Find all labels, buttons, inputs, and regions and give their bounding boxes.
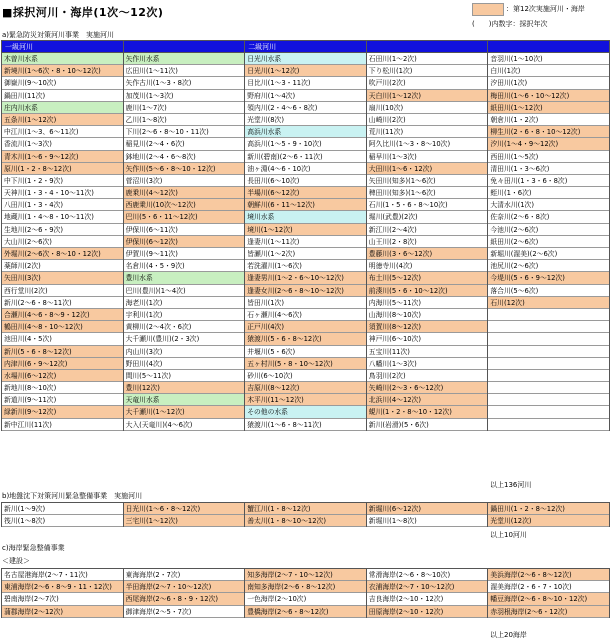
river-entry: 新川(碧南)(2～6・11次) [245, 151, 366, 163]
river-entry: 天白川(1～12次) [367, 90, 488, 102]
river-entry: 乙川(1～8次) [124, 114, 245, 126]
river-entry: 鹿川(1～7次) [124, 102, 245, 114]
river-entry: 山海川(8～10次) [367, 309, 488, 321]
river-entry: 蟹江川(1・8～12次) [245, 503, 366, 515]
river-entry: 新川(1～9次) [2, 503, 123, 515]
section-b-summary: 以上10河川 [490, 531, 527, 539]
river-system-header: 境川水系 [245, 211, 366, 223]
river-entry: 御津海岸(2～5・7次) [124, 606, 245, 618]
table-column [124, 41, 246, 431]
river-entry: 佐奈川(2～6・8次) [488, 211, 609, 223]
river-entry: 原川(1・2・8～12次) [2, 163, 123, 175]
river-entry: 若洗濯川(1～6次) [245, 260, 366, 272]
river-entry: 布土川(5～12次) [367, 272, 488, 284]
river-entry: 生地川(2～6・9次) [2, 224, 123, 236]
river-entry: 五条川(1～12次) [2, 114, 123, 126]
river-system-header: 木曽川水系 [2, 53, 123, 65]
river-entry: 音羽川(1～10次) [488, 53, 609, 65]
empty-cell [488, 382, 609, 394]
river-entry: 半場川(6～12次) [245, 187, 366, 199]
river-entry: 柳生川(2・6・8・10～12次) [488, 126, 609, 138]
river-entry: 鳥羽川(2次) [367, 370, 488, 382]
river-entry: 間川(5～11次) [124, 370, 245, 382]
river-entry: 地蔵川(1・4～8・10～11次) [2, 211, 123, 223]
river-entry: 皆田川(1次) [245, 297, 366, 309]
river-entry: 伊賀川(9～11次) [124, 248, 245, 260]
table-column [245, 41, 367, 431]
table-column [2, 41, 124, 431]
river-entry: 緑新川(9～12次) [2, 406, 123, 418]
river-entry: 北浜川(4～12次) [367, 394, 488, 406]
river-entry: 汐川(1～4・9～12次) [488, 138, 609, 150]
section-b-table [1, 502, 610, 527]
river-entry: 善太川(1・8～10～12次) [245, 515, 366, 527]
river-entry: 池田川(4・5次) [2, 333, 123, 345]
river-entry: 香流川(1～3次) [2, 138, 123, 150]
river-entry: 逢妻女川(2～6・8～10～12次) [245, 285, 366, 297]
river-entry: 大田川(1～6・12次) [367, 163, 488, 175]
river-entry: 木平川(11～12次) [245, 394, 366, 406]
river-entry: 前湊川(5・6・10～12次) [367, 285, 488, 297]
section-c-subtitle: ＜建設＞ [2, 557, 30, 565]
river-entry: 西行堂川(2次) [2, 285, 123, 297]
river-entry: 長田川(6～10次) [245, 175, 366, 187]
table-column [488, 503, 610, 527]
table-column [367, 41, 489, 431]
river-entry: 領内川(2・4～6・8次) [245, 102, 366, 114]
river-entry: 豊藤川(3・6～12次) [367, 248, 488, 260]
river-system-header: 天竜川水系 [124, 394, 245, 406]
river-entry: 石川(12次) [488, 297, 609, 309]
river-entry: 巴川(豊川)(1～4次) [124, 285, 245, 297]
river-entry: 蛭川(1・6次) [488, 187, 609, 199]
river-entry: 新中江川(11次) [2, 419, 123, 431]
river-entry: 中江川(1～3、6～11次) [2, 126, 123, 138]
section-c-title: c)海岸緊急整備事業 [2, 544, 65, 552]
river-entry: 落合川(5～6次) [488, 285, 609, 297]
class1-river-bar: 一級河川 [2, 41, 123, 53]
legend-swatch [472, 3, 504, 16]
river-entry: 三宅川(1～12次) [124, 515, 245, 527]
river-entry: 新川(岩滑)(5・6次) [367, 419, 488, 431]
river-entry: 薬師川(2次) [2, 260, 123, 272]
river-entry: 名倉川(4・5・9次) [124, 260, 245, 272]
river-entry: 正戸川(4次) [245, 321, 366, 333]
river-entry: 新川(2～6・8～11次) [2, 297, 123, 309]
river-entry: 今堤川(5・6・9～12次) [488, 272, 609, 284]
river-entry: 下川(2～6・8～10・11次) [124, 126, 245, 138]
river-entry: 逢妻男川(1～2・6～10～12次) [245, 272, 366, 284]
river-entry: 日光川(1～6・8～12次) [124, 503, 245, 515]
river-entry: 清田川(1・3～6次) [488, 163, 609, 175]
river-entry: 朝倉川(1・2次) [488, 114, 609, 126]
river-entry: 中下川(1・2・9次) [2, 175, 123, 187]
river-entry: 青木川(1～6・9～12次) [2, 151, 123, 163]
river-entry: 合瀬川(4～6・8～9・12次) [2, 309, 123, 321]
empty-cell [488, 419, 609, 431]
river-entry: 油ヶ淵(4～6・10次) [245, 163, 366, 175]
river-entry: 大千瀬川(1～12次) [124, 406, 245, 418]
river-entry: 常滑海岸(2～6・8～10次) [367, 569, 488, 581]
table-column [2, 503, 124, 527]
river-entry: 半田海岸(2～7・10～12次) [124, 581, 245, 593]
river-system-header: 庄内川水系 [2, 102, 123, 114]
river-entry: 池尻川(2～6次) [488, 260, 609, 272]
table-column [367, 569, 489, 618]
river-entry: 幡豆海岸(2～6・8～10・12次) [488, 593, 609, 605]
empty-cell [488, 321, 609, 333]
river-entry: 日光川(1～12次) [245, 65, 366, 77]
river-entry: 豊川(12次) [124, 382, 245, 394]
river-entry: 矢作川(5～6・8～10・12次) [124, 163, 245, 175]
river-entry: 石川(1・5・6・8～10次) [367, 199, 488, 211]
river-entry: 新川(5・6・8～12次) [2, 346, 123, 358]
river-entry: 知多海岸(2～7・10～12次) [245, 569, 366, 581]
river-entry: 南知多海岸(2～6・8～12次) [245, 581, 366, 593]
empty-cell [488, 309, 609, 321]
river-entry: 紙田川(2～6次) [488, 236, 609, 248]
river-entry: 伊保川(6～12次) [124, 236, 245, 248]
river-entry: 石田川(1～2次) [367, 53, 488, 65]
river-entry: 梅田川(1～6・10～12次) [488, 90, 609, 102]
river-entry: 海老川(1次) [124, 297, 245, 309]
river-entry: 朝鮮川(6・11～12次) [245, 199, 366, 211]
empty-cell [488, 406, 609, 418]
legend-label: ：第12次実施河川・海岸 [506, 5, 585, 13]
river-entry: 名古屋港海岸(2～7・11次) [2, 569, 123, 581]
river-entry: 吉良海岸(2～10・12次) [367, 593, 488, 605]
river-entry: 広田川(1～11次) [124, 65, 245, 77]
river-system-header: 豊川水系 [124, 272, 245, 284]
river-entry: 猿渡川(1～6・8～11次) [245, 419, 366, 431]
river-entry: 光堂川(8次) [245, 114, 366, 126]
river-entry: 明徳寺川(4次) [367, 260, 488, 272]
river-entry: 扇川(10次) [367, 102, 488, 114]
river-entry: 新堀川(渥美)(2～6次) [488, 248, 609, 260]
river-entry: 新堀川(6～12次) [367, 503, 488, 515]
river-entry: 赤羽根海岸(2～6・12次) [488, 606, 609, 618]
river-entry: 鉢地川(2～4・6～8次) [124, 151, 245, 163]
river-entry: 八幡川(1～3次) [367, 358, 488, 370]
river-entry: 大入(天竜川)(4～6次) [124, 419, 245, 431]
river-entry: 皆瀬川(1～2次) [245, 248, 366, 260]
empty-cell [488, 346, 609, 358]
river-entry: 鹿乗川(4～12次) [124, 187, 245, 199]
river-entry: 今池川(2～6次) [488, 224, 609, 236]
page-title: ■採択河川・海岸(1次～12次) [2, 6, 164, 19]
river-entry: 水場川(6～12次) [2, 370, 123, 382]
river-entry: 光堂川(12次) [488, 515, 609, 527]
river-entry: 五ヶ村川(5・8・10～12次) [245, 358, 366, 370]
empty-cell [488, 333, 609, 345]
river-entry: 西鹿乗川(10次～12次) [124, 199, 245, 211]
river-entry: 新地川(8～10次) [2, 382, 123, 394]
river-entry: 荒川(11次) [367, 126, 488, 138]
river-entry: 内津川(6・9～12次) [2, 358, 123, 370]
section-a-summary: 以上136河川 [490, 481, 532, 489]
river-entry: 西田川(1～5次) [488, 151, 609, 163]
river-entry: 稗田川(知多)(1～6次) [367, 187, 488, 199]
river-entry: 石ヶ瀬川(4～6次) [245, 309, 366, 321]
river-entry: 目比川(1～3・11次) [245, 77, 366, 89]
table-column [124, 503, 246, 527]
river-entry: 山王川(2・8次) [367, 236, 488, 248]
river-entry: 鍋田川(1・2・8～12次) [488, 503, 609, 515]
table-column [488, 41, 610, 431]
river-entry: 下り松川(1次) [367, 65, 488, 77]
table-column [245, 569, 367, 618]
river-entry: 猿渡川(5・6・8～12次) [245, 333, 366, 345]
river-entry: 美浜海岸(2～6・8～12次) [488, 569, 609, 581]
river-entry: 白川(1次) [488, 65, 609, 77]
table-column [488, 569, 610, 618]
river-entry: 稲早川(1～3次) [367, 151, 488, 163]
river-entry: 新堀川(1～8次) [367, 515, 488, 527]
river-entry: 須賀川(8～12次) [367, 321, 488, 333]
river-entry: 矢田川(3次) [2, 272, 123, 284]
river-entry: 八田川(1・3・4次) [2, 199, 123, 211]
river-entry: 豊橋海岸(2～6・8～12次) [245, 606, 366, 618]
river-entry: 新道川(9～11次) [2, 394, 123, 406]
section-b-title: b)地盤沈下対策河川緊急整備事業 実施河川 [2, 492, 143, 500]
river-entry: 吹戸川(2次) [367, 77, 488, 89]
river-entry: 汐田川(1次) [488, 77, 609, 89]
empty-cell [488, 370, 609, 382]
table-column [367, 503, 489, 527]
river-entry: 新江川(2～4次) [367, 224, 488, 236]
river-entry: 阿久比川(1～3・8～10次) [367, 138, 488, 150]
river-entry: 巴川(5・6・11～12次) [124, 211, 245, 223]
river-system-header: 高浜川水系 [245, 126, 366, 138]
river-entry: 東浦海岸(2～6・8～9・11・12次) [2, 581, 123, 593]
river-entry: 加茂川(1～3次) [124, 90, 245, 102]
river-entry: 渥美海岸(2・6・7・10次) [488, 581, 609, 593]
river-entry: 五宝川(11次) [367, 346, 488, 358]
river-system-header: 日光川水系 [245, 53, 366, 65]
river-entry: 堀川(武豊)(2次) [367, 211, 488, 223]
table-column [2, 569, 124, 618]
river-entry: 蜆川(1・2・8～10・12次) [367, 406, 488, 418]
river-entry: 稲見川(2～4・6次) [124, 138, 245, 150]
river-entry: 大千瀬川(豊川)(2・3次) [124, 333, 245, 345]
river-entry: 外堀川(2～6次・8～10・12次) [2, 248, 123, 260]
river-entry: 蒲郡海岸(2～12次) [2, 606, 123, 618]
river-entry: 西尾海岸(2～6・8・9・12次) [124, 593, 245, 605]
river-entry: 境川(1～12次) [245, 224, 366, 236]
header-bar-fill [488, 41, 609, 53]
river-entry: 野田川(4次) [124, 358, 245, 370]
header-bar-fill [124, 41, 245, 53]
river-entry: 鶴田川(4～8・10～12次) [2, 321, 123, 333]
river-entry: 碧南海岸(2～7次) [2, 593, 123, 605]
river-entry: 大清水川(1次) [488, 199, 609, 211]
section-c-summary: 以上20海岸 [490, 631, 527, 639]
river-entry: 井堰川(5・6次) [245, 346, 366, 358]
river-entry: 鍋田川(11次) [2, 90, 123, 102]
river-entry: 筏川(1～8次) [2, 515, 123, 527]
river-entry: 菅沼川(3次) [124, 175, 245, 187]
river-entry: 宇利川(1次) [124, 309, 245, 321]
river-system-header: 矢作川水系 [124, 53, 245, 65]
river-entry: 矢作古川(1～3・8次) [124, 77, 245, 89]
river-entry: 免々田川(1・3・6・8次) [488, 175, 609, 187]
header-bar-fill [367, 41, 488, 53]
river-entry: 山崎川(2次) [367, 114, 488, 126]
river-entry: 内海川(5～11次) [367, 297, 488, 309]
river-entry: 砂川(6～10次) [245, 370, 366, 382]
empty-cell [488, 358, 609, 370]
class2-river-bar: 二級河川 [245, 41, 366, 53]
river-entry: 東海海岸(2・7次) [124, 569, 245, 581]
river-entry: 高浜川(1～5・9・10次) [245, 138, 366, 150]
river-entry: 伊保川(6～11次) [124, 224, 245, 236]
river-entry: 逢妻川(1～11次) [245, 236, 366, 248]
river-entry: 大山川(2～6次) [2, 236, 123, 248]
river-entry: 吉原川(8～12次) [245, 382, 366, 394]
river-entry: 衣浦海岸(2～7・10～12次) [367, 581, 488, 593]
section-c-table [1, 568, 610, 618]
river-entry: 田原海岸(2～10・12次) [367, 606, 488, 618]
river-entry: 黄柳川(2～4次・6次) [124, 321, 245, 333]
river-entry: 一色海岸(2～10次) [245, 593, 366, 605]
table-column [245, 503, 367, 527]
river-entry: 新境川(1～6次・8・10～12次) [2, 65, 123, 77]
empty-cell [488, 394, 609, 406]
section-a-title: a)緊急防災対策河川事業 実施河川 [2, 31, 115, 39]
river-entry: 紙田川(1～12次) [488, 102, 609, 114]
river-entry: 矢崎川(2～3・6～12次) [367, 382, 488, 394]
river-entry: 神戸川(6～10次) [367, 333, 488, 345]
table-column [124, 569, 246, 618]
river-entry: 天神川(1・3・4・10～11次) [2, 187, 123, 199]
river-entry: 内山川(3次) [124, 346, 245, 358]
river-entry: 矢田川(知多)(1～6次) [367, 175, 488, 187]
section-a-table [1, 40, 610, 431]
river-entry: 野府川(1～4次) [245, 90, 366, 102]
river-system-header: その他の水系 [245, 406, 366, 418]
legend-note: ( )内数字：採択年次 [472, 20, 548, 28]
river-entry: 御嶽川(9～10次) [2, 77, 123, 89]
